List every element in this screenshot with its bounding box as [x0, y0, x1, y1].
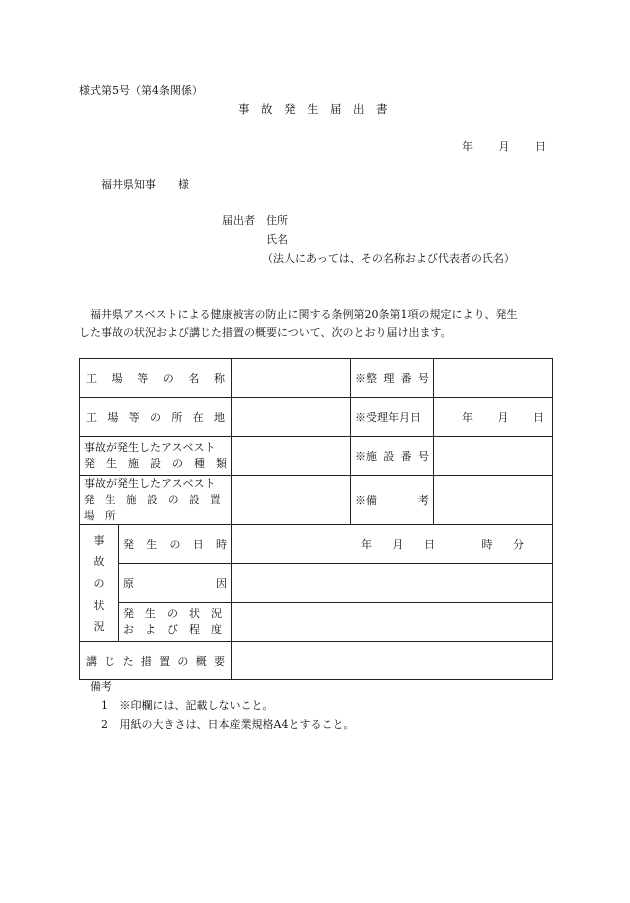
page-title: 事 故 発 生 届 出 書	[238, 102, 388, 116]
date-day: 日	[535, 140, 546, 153]
table-row	[80, 359, 553, 398]
measures-field[interactable]	[232, 642, 553, 680]
facility-type-field[interactable]	[232, 437, 351, 476]
date-year: 年	[462, 140, 473, 153]
form-label: 様式第5号（第4条関係）	[79, 84, 203, 97]
applicant-name: 氏名	[266, 233, 288, 246]
remarks-field[interactable]	[434, 476, 553, 525]
facility-type-label: 事故が発生したアスベスト 発 生 施 設 の 種 類	[80, 437, 232, 476]
facility-place-label: 事故が発生したアスベスト 発 生 施 設 の 設 置 場 所	[80, 476, 232, 525]
facility-no-field[interactable]	[434, 437, 553, 476]
applicant-corp-note: （法人にあっては、その名称および代表者の氏名）	[262, 252, 515, 265]
table-row	[80, 398, 553, 437]
measures-label: 講 じ た 措 置 の 概 要	[80, 642, 232, 680]
addressee: 福井県知事 様	[101, 178, 189, 191]
factory-name-field[interactable]	[232, 359, 351, 398]
table-row	[80, 525, 553, 564]
management-no-label: ※整 理 番 号	[351, 359, 434, 398]
occurrence-datetime-label: 発 生 の 日 時	[119, 525, 232, 564]
factory-name-label: 工 場 等 の 名 称	[80, 359, 232, 398]
cause-field[interactable]	[232, 564, 553, 603]
report-table	[79, 358, 553, 680]
note-num: 1	[101, 699, 108, 712]
cause-label: 原 因	[119, 564, 232, 603]
remarks-label: ※備 考	[351, 476, 434, 525]
table-row	[80, 603, 553, 642]
occurrence-datetime-field[interactable]: 年 月 日 時 分	[232, 525, 553, 564]
applicant-address: 住所	[266, 214, 288, 227]
note-text: ※印欄には、記載しないこと。	[119, 699, 274, 712]
date-month: 月	[498, 140, 510, 153]
factory-location-field[interactable]	[232, 398, 351, 437]
status-degree-label: 発 生 の 状 況 お よ び 程 度	[119, 603, 232, 642]
accident-status-label: 事 故 の 状 況	[80, 525, 119, 642]
facility-place-field[interactable]	[232, 476, 351, 525]
applicant-label: 届出者	[222, 214, 255, 227]
received-date-field[interactable]: 年 月 日	[434, 398, 553, 437]
table-row	[80, 642, 553, 680]
factory-location-label: 工 場 等 の 所 在 地	[80, 398, 232, 437]
table-row	[80, 564, 553, 603]
note-text: 用紙の大きさは、日本産業規格A4とすること。	[119, 718, 355, 731]
note-item-1	[101, 697, 274, 713]
management-no-field[interactable]	[434, 359, 553, 398]
intro-line-2: した事故の状況および講じた措置の概要について、次のとおり届け出ます。	[79, 326, 452, 339]
table-row	[80, 476, 553, 525]
intro-line-1: 福井県アスベストによる健康被害の防止に関する条例第20条第1項の規定により、発生	[90, 308, 518, 321]
notes-heading: 備考	[90, 680, 112, 693]
status-degree-field[interactable]	[232, 603, 553, 642]
table-row	[80, 437, 553, 476]
date-line	[462, 138, 546, 154]
note-num: 2	[101, 718, 108, 731]
note-item-2	[101, 716, 354, 732]
facility-no-label: ※施 設 番 号	[351, 437, 434, 476]
received-date-label: ※受理年月日	[351, 398, 434, 437]
